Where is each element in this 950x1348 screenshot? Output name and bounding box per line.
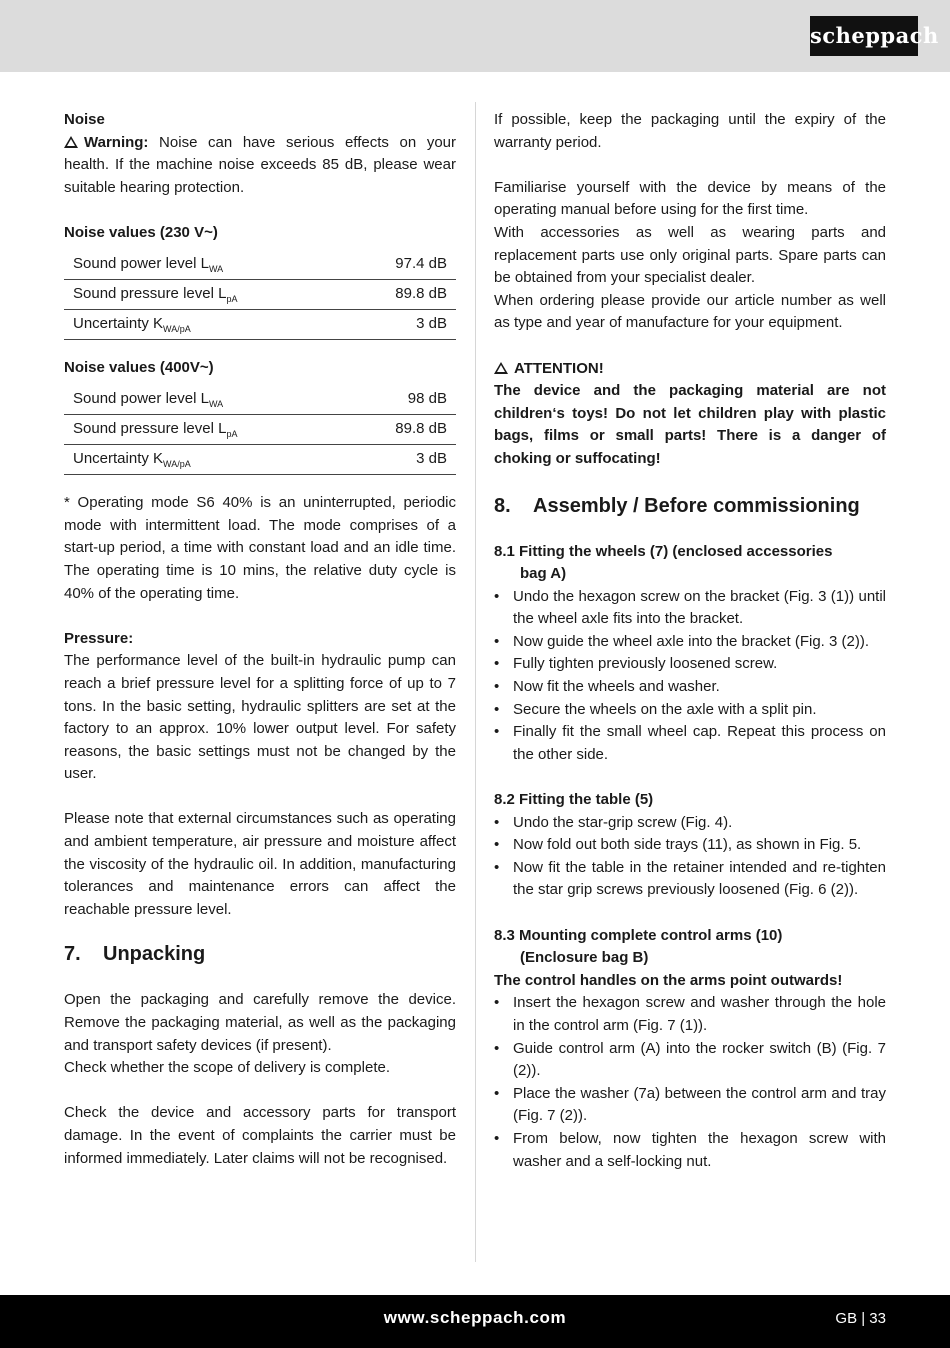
footer-bar — [0, 1295, 950, 1348]
external-circumstances-text: Please note that external circumstances such as operating and ambient temperature, air pressure and moisture affect the viscosity of the hydraulic oil. In addition, manufacturing tolerances and maintenance errors can affect the reachable pressure level. — [64, 810, 456, 918]
section-8-3-list — [494, 992, 886, 1173]
noise-values-230-table — [64, 250, 456, 341]
list-item: • Fully tighten previously loosened screw. — [494, 653, 886, 676]
table-cell-value: 97.4 dB — [348, 250, 456, 280]
table-cell-label: Sound power level $L_{WA}$ — [64, 250, 348, 280]
table-cell-value: 3 dB — [348, 445, 456, 475]
noise-values-400-heading: Noise values (400V~) — [64, 359, 214, 377]
table-cell-label: Uncertainty $K_{WA/pA}$ — [64, 445, 348, 475]
scheppach-logo: scheppach — [810, 16, 918, 56]
pressure-text: The performance level of the built-in hydraulic pump can reach a brief pressure level for a splitting force of up to 7 tons. In the basic setting, hydraulic splitters are set at the factory to an approx. 10% lower output level. For safety reasons, the basic settings must not be changed by the user. — [64, 652, 456, 783]
list-item: • Now fold out both side trays (11), as shown in Fig. 5. — [494, 834, 886, 857]
section-8-1-list — [494, 586, 886, 767]
packaging-text: If possible, keep the packaging until the expiry of the warranty period. — [494, 111, 886, 151]
table-row — [64, 385, 456, 415]
section-8-1-heading-cont: bag A) — [520, 565, 567, 583]
list-item: • Secure the wheels on the axle with a split pin. — [494, 699, 886, 722]
table-cell-value: 89.8 dB — [348, 280, 456, 310]
pressure-heading: Pressure: — [64, 629, 134, 647]
table-cell-label: Uncertainty $K_{WA/pA}$ — [64, 310, 348, 340]
table-row — [64, 415, 456, 445]
attention-heading: ATTENTION! — [494, 358, 886, 381]
warning-label: Warning: — [84, 133, 149, 151]
list-item: • Finally fit the small wheel cap. Repeat this process on the other side. — [494, 721, 886, 766]
right-column — [494, 109, 886, 1173]
noise-warning — [64, 132, 456, 200]
website-link[interactable]: www.scheppach.com — [383, 1308, 567, 1327]
list-item: • Now fit the table in the retainer intended and re-tighten the star grip screws previously loosened (Fig. 6 (2)). — [494, 857, 886, 902]
list-item: • From below, now tighten the hexagon screw with washer and a self-locking nut. — [494, 1128, 886, 1173]
section-8-3-heading: 8.3 Mounting complete control arms (10) — [494, 926, 783, 944]
list-item: • Undo the star-grip screw (Fig. 4). — [494, 812, 886, 835]
warning-triangle-icon — [64, 136, 78, 148]
noise-heading: Noise — [64, 111, 105, 128]
column-divider — [475, 102, 476, 1262]
left-column — [64, 109, 456, 1170]
unpacking-text-1: Open the packaging and carefully remove the device. Remove the packaging material, as well as the packaging and transport safety devices (if present). — [64, 991, 456, 1054]
table-cell-label: Sound power level $L_{WA}$ — [64, 385, 348, 415]
section-8-1-heading: 8.1 Fitting the wheels (7) (enclosed accessories — [494, 542, 833, 560]
list-item: • Now fit the wheels and washer. — [494, 676, 886, 699]
warning-text: Noise can have serious effects on your health. If the machine noise exceeds 85 dB, please wear suitable hearing protection. — [64, 133, 456, 196]
page-number: GB | 33 — [835, 1310, 886, 1327]
accessories-text: With accessories as well as wearing parts and replacement parts use only original parts. Spare parts can be obtained from your specialist dealer. — [494, 223, 886, 287]
list-item: • Now guide the wheel axle into the bracket (Fig. 3 (2)). — [494, 631, 886, 654]
table-row — [64, 250, 456, 280]
header-bar — [0, 0, 950, 72]
section-8-heading: 8. Assembly / Before commissioning — [494, 494, 860, 517]
ordering-text: When ordering please provide our article number as well as type and year of manufacture for your equipment. — [494, 291, 886, 332]
warning-triangle-icon — [494, 362, 508, 374]
table-row — [64, 445, 456, 475]
operating-mode-note: * Operating mode S6 40% is an uninterrupted, periodic mode with intermittent load. The mode comprises of a start-up period, a time with constant load and an idle time. The operating time is 10 mins, the relative duty cycle is 40% of the operating time. — [64, 494, 456, 602]
table-cell-value: 3 dB — [348, 310, 456, 340]
list-item: • Undo the hexagon screw on the bracket (Fig. 3 (1)) until the wheel axle fits into the bracket. — [494, 586, 886, 631]
section-8-2-list — [494, 812, 886, 902]
section-8-3-note: The control handles on the arms point outwards! — [494, 971, 843, 989]
unpacking-text-2: Check whether the scope of delivery is complete. — [64, 1059, 390, 1077]
familiarise-text: Familiarise yourself with the device by means of the operating manual before using for the first time. — [494, 178, 886, 219]
list-item: • Guide control arm (A) into the rocker switch (B) (Fig. 7 (2)). — [494, 1038, 886, 1083]
list-item: • Place the washer (7a) between the control arm and tray (Fig. 7 (2)). — [494, 1083, 886, 1128]
unpacking-text-3: Check the device and accessory parts for transport damage. In the event of complaints the carrier must be informed immediately. Later claims will not be recognised. — [64, 1104, 456, 1167]
list-item: • Insert the hexagon screw and washer through the hole in the control arm (Fig. 7 (1)). — [494, 992, 886, 1037]
section-8-3-heading-cont: (Enclosure bag B) — [520, 949, 649, 967]
noise-values-400-table — [64, 385, 456, 476]
table-row — [64, 310, 456, 340]
section-8-2-heading: 8.2 Fitting the table (5) — [494, 791, 654, 809]
attention-text: The device and the packaging material are not children‘s toys! Do not let children play with plastic bags, films or small parts! There is a danger of choking or suffocating! — [494, 382, 886, 467]
section-7-heading: 7. Unpacking — [64, 943, 206, 966]
noise-values-230-heading: Noise values (230 V~) — [64, 223, 218, 241]
table-cell-value: 98 dB — [348, 385, 456, 415]
table-cell-label: Sound pressure level $L_{pA}$ — [64, 415, 348, 445]
table-row — [64, 280, 456, 310]
table-cell-label: Sound pressure level $L_{pA}$ — [64, 280, 348, 310]
table-cell-value: 89.8 dB — [348, 415, 456, 445]
